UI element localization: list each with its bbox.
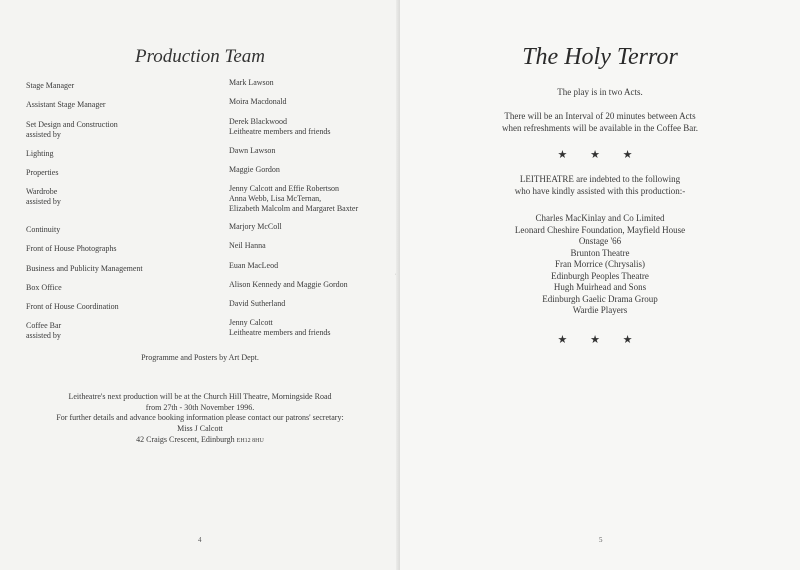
team-member-names <box>229 318 399 338</box>
secretary-postcode: EH12 8HU <box>236 437 264 444</box>
team-role <box>26 120 226 140</box>
team-member-names <box>229 261 399 271</box>
team-role <box>26 100 226 110</box>
team-member-names <box>229 117 399 137</box>
team-role <box>26 225 226 235</box>
thanks-entry: Hugh Muirhead and Sons <box>553 282 647 292</box>
team-member-names <box>229 299 399 309</box>
team-role-line: Coffee Bar <box>26 321 62 330</box>
interval-note <box>400 111 800 134</box>
thanks-intro <box>400 174 800 197</box>
team-member-names <box>229 241 399 251</box>
team-name-line: Leitheatre members and friends <box>229 328 331 337</box>
team-member-names <box>229 222 399 232</box>
team-role-line: Front of House Photographs <box>26 244 117 253</box>
team-name-line: Derek Blackwood <box>229 117 287 126</box>
team-role-line: assisted by <box>26 331 61 340</box>
team-name-line: Mark Lawson <box>229 78 274 87</box>
team-name-line: David Sutherland <box>229 299 286 308</box>
team-role-line: Stage Manager <box>26 81 75 90</box>
team-name-line: Leitheatre members and friends <box>229 127 331 136</box>
notice-line: from 27th - 30th November 1996. <box>145 402 255 412</box>
team-role-line: Set Design and Construction <box>26 120 118 129</box>
page-number-left: 4 <box>198 536 202 544</box>
team-name-line: Moira Macdonald <box>229 97 287 106</box>
team-role <box>26 264 226 274</box>
team-role-line: Box Office <box>26 283 62 292</box>
secretary-address: 42 Craigs Crescent, Edinburgh <box>136 434 235 444</box>
star-divider: ★ ★ ★ <box>557 149 643 161</box>
thanks-entry: Leonard Cheshire Foundation, Mayfield House <box>514 224 686 235</box>
team-name-line: Marjory McColl <box>229 222 282 231</box>
notice-line: Leitheatre's next production will be at the Church Hill Theatre, Morningside Road <box>68 392 332 401</box>
acts-note: The play is in two Acts. <box>557 87 643 97</box>
team-role-line: Continuity <box>26 225 61 234</box>
team-name-line: Maggie Gordon <box>229 165 280 174</box>
team-member-names <box>229 280 399 290</box>
team-role-line: assisted by <box>26 130 61 139</box>
team-member-names <box>229 146 399 156</box>
programme-credit: Programme and Posters by Art Dept. <box>141 353 259 362</box>
interval-line: There will be an Interval of 20 minutes between Acts <box>504 111 696 121</box>
team-name-line: Dawn Lawson <box>229 146 276 155</box>
team-role <box>26 302 226 312</box>
team-role-line: Front of House Coordination <box>26 302 119 311</box>
team-role <box>26 283 226 293</box>
thanks-entry: Charles MacKinlay and Co Limited <box>535 213 665 223</box>
team-name-line: Jenny Calcott and Effie Robertson <box>229 184 340 193</box>
team-role <box>26 244 226 254</box>
team-member-names <box>229 184 399 214</box>
team-member-names <box>229 165 399 175</box>
team-role <box>26 81 226 91</box>
team-name-line: Elizabeth Malcolm and Margaret Baxter <box>229 204 359 213</box>
thanks-intro-line: who have kindly assisted with this production:- <box>514 185 686 196</box>
page-number-right: 5 <box>599 536 603 544</box>
team-role-line: Assistant Stage Manager <box>26 100 106 109</box>
team-role-line: assisted by <box>26 197 61 206</box>
thanks-list <box>400 213 800 317</box>
secretary-address-line <box>0 435 400 447</box>
thanks-entry: Edinburgh Gaelic Drama Group <box>542 293 658 304</box>
team-role <box>26 187 226 207</box>
team-name-line: Alison Kennedy and Maggie Gordon <box>229 280 348 289</box>
team-name-line: Neil Hanna <box>229 241 266 250</box>
star-divider: ★ ★ ★ <box>557 334 643 346</box>
production-team-heading: Production Team <box>134 46 265 67</box>
team-role <box>26 321 226 341</box>
team-member-names <box>229 97 399 107</box>
team-name-line: Euan MacLeod <box>229 261 279 270</box>
thanks-intro-line: LEITHEATRE are indebted to the following <box>519 174 681 184</box>
thanks-entry: Fran Morrice (Chrysalis) <box>555 259 645 269</box>
team-role-line: Business and Publicity Management <box>26 264 143 273</box>
team-name-line: Jenny Calcott <box>229 318 273 327</box>
play-title: The Holy Terror <box>522 44 678 70</box>
thanks-entry: Edinburgh Peoples Theatre <box>551 270 649 281</box>
team-role-line: Properties <box>26 168 59 177</box>
notice-line: For further details and advance booking information please contact our patrons' secretary: <box>56 413 344 422</box>
team-role <box>26 149 226 159</box>
team-name-line: Anna Webb, Lisa McTernan, <box>229 194 322 203</box>
team-member-names <box>229 78 399 88</box>
secretary-contact <box>0 424 400 446</box>
thanks-entry: Onstage '66 <box>578 236 622 246</box>
thanks-entry: Brunton Theatre <box>570 247 630 258</box>
team-role-line: Wardrobe <box>26 187 58 196</box>
next-production-notice <box>0 392 400 424</box>
team-role-line: Lighting <box>26 149 54 158</box>
thanks-entry: Wardie Players <box>572 305 628 315</box>
interval-line: when refreshments will be available in the Coffee Bar. <box>501 122 699 133</box>
secretary-name: Miss J Calcott <box>177 424 223 433</box>
team-role <box>26 168 226 178</box>
